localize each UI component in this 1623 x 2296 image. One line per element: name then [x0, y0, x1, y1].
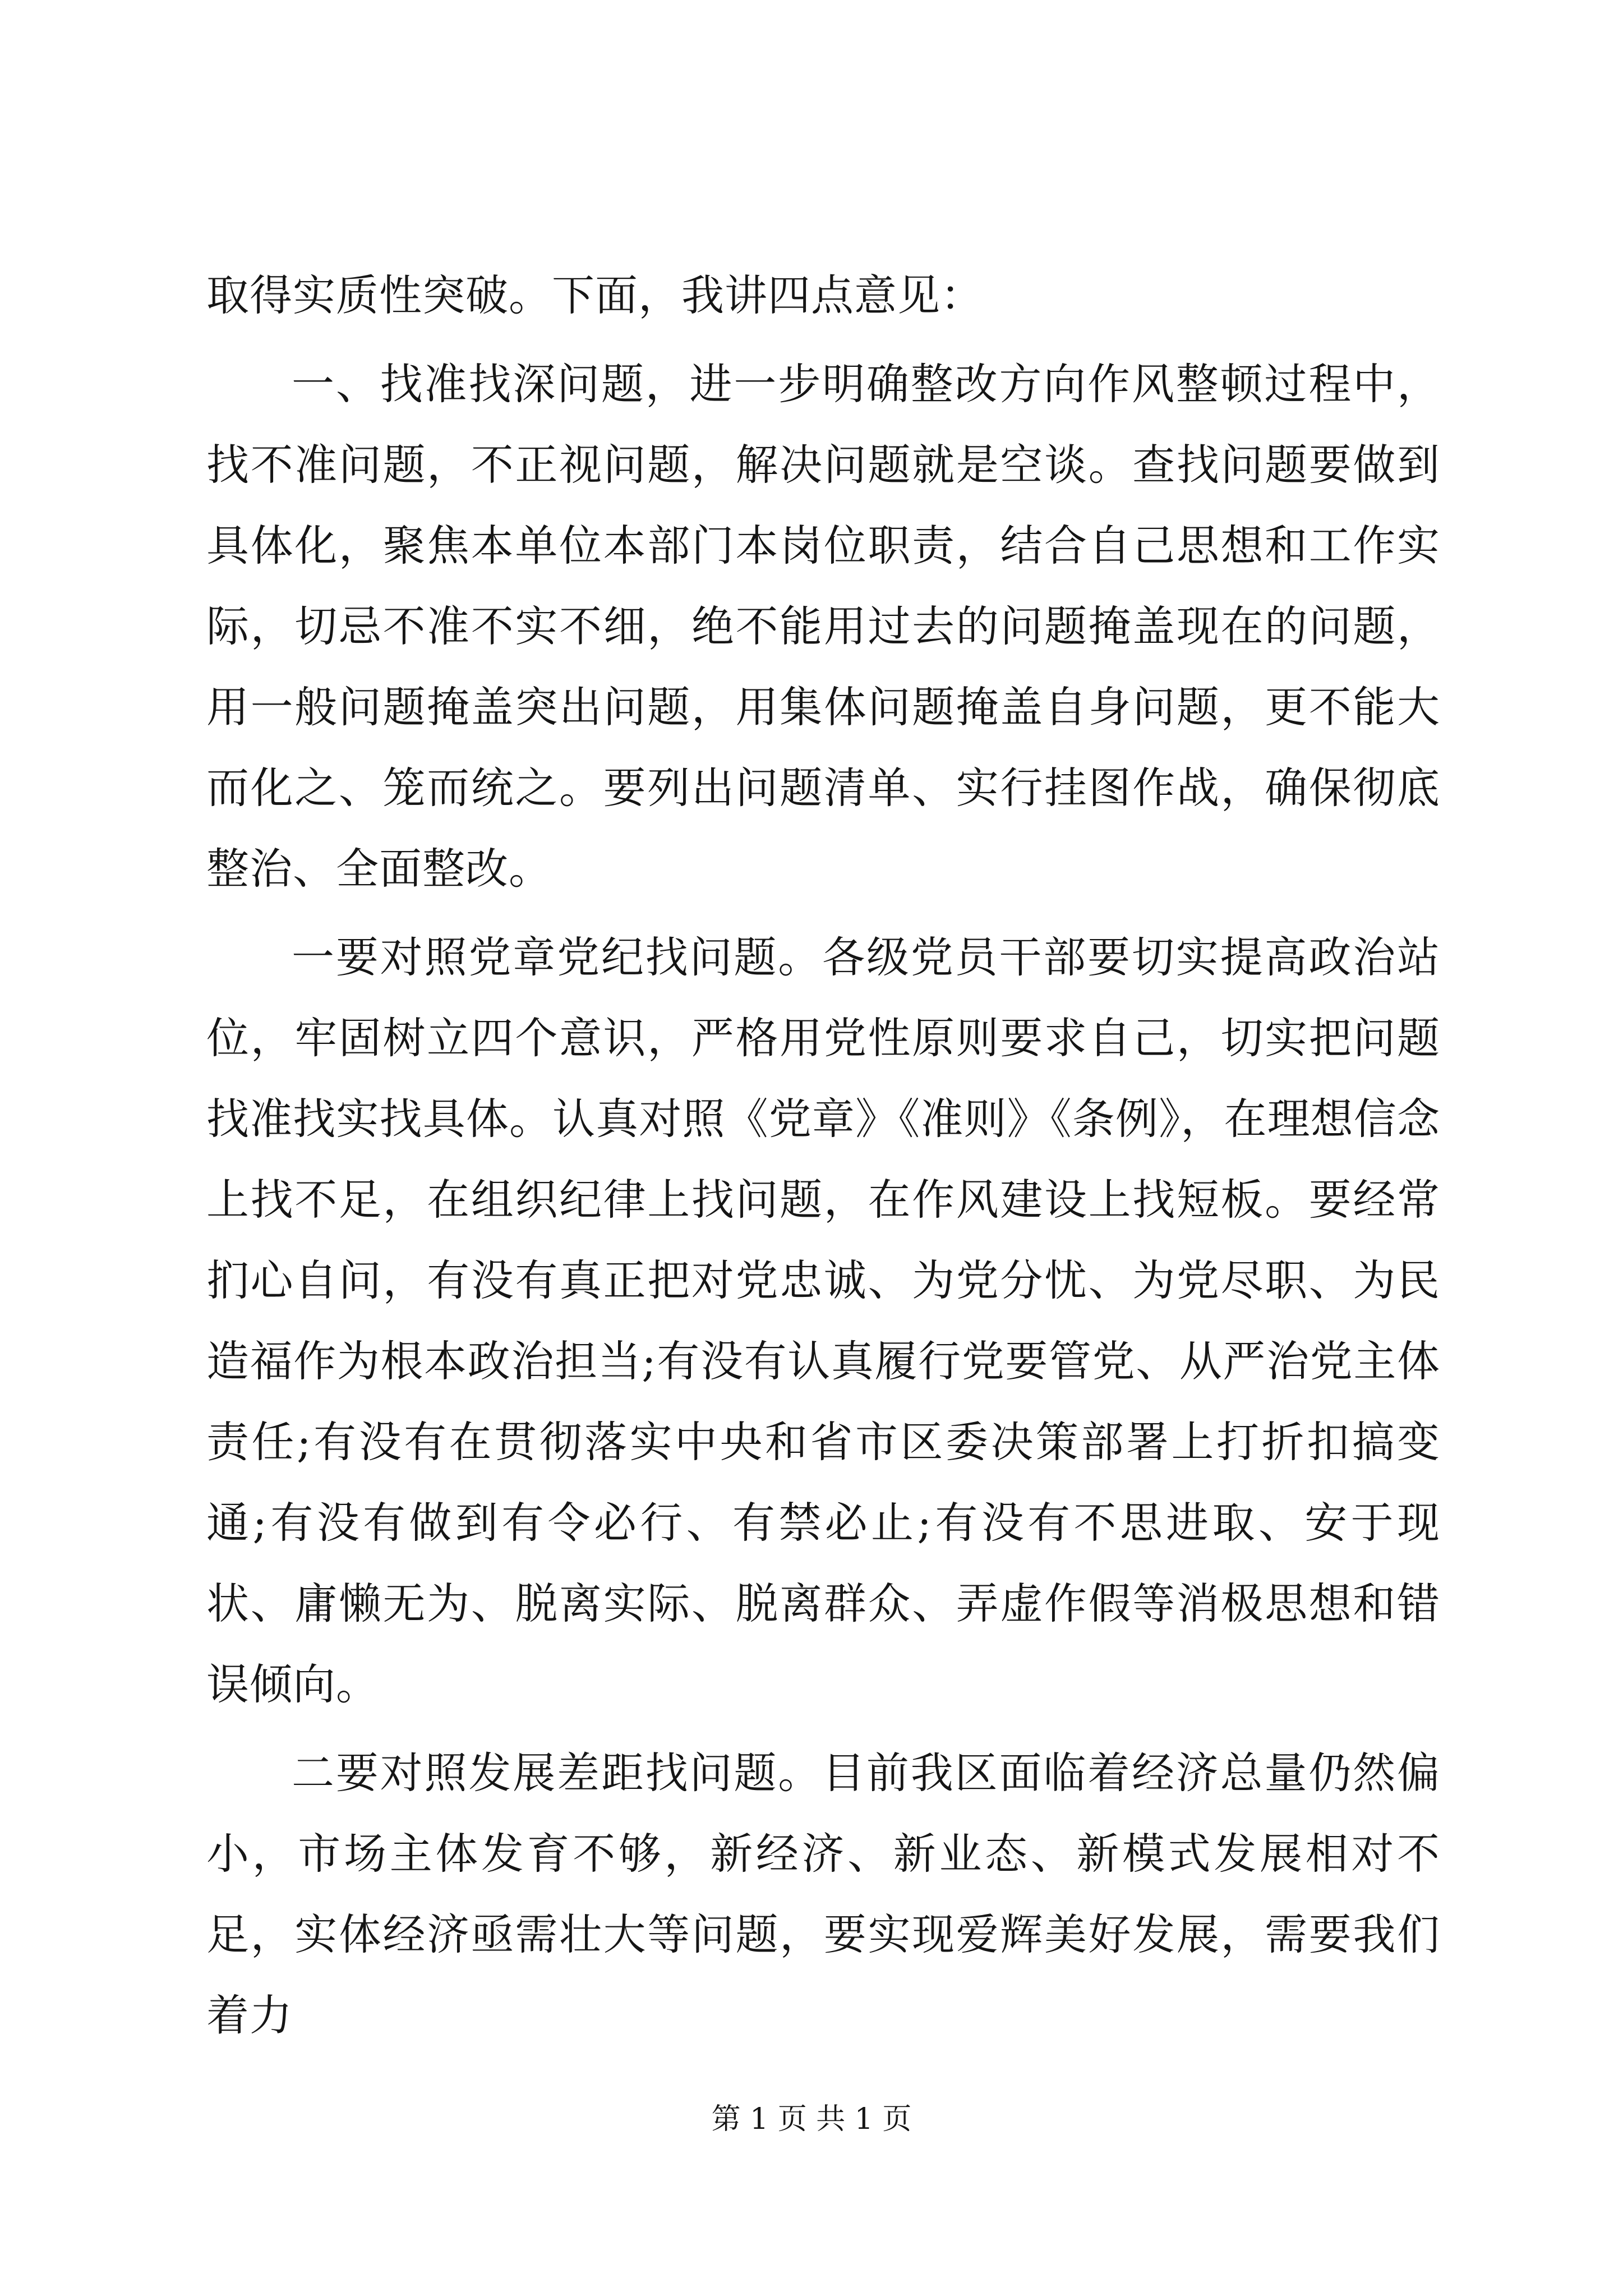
page-footer: 第 1 页 共 1 页 — [711, 2102, 912, 2136]
paragraph-point-one: 一要对照党章党纪找问题。各级党员干部要切实提高政治站位，牢固树立四个意识，严格用党性原则要求自己，切实把问题找准找实找具体。认真对照《党章》《准则》《条例》，在理想信念上找不足，在组织纪律上找问题，在作风建设上找短板。要经常扪心自问，有没有真正把对党忠诚、为党分忧、为党尽职、为民造福作为根本政治担当;有没有认真履行党要管党、从严治党主体责任;有没有在贯彻落实中央和省市区委决策部署上打折扣搞变通;有没有做到有令必行、有禁必止;有没有不思进取、安于现状、庸懒无为、脱离实际、脱离群众、弄虚作假等消极思想和错误倾向。 — [206, 932, 1440, 1709]
paragraph-point-two: 二要对照发展差距找问题。目前我区面临着经济总量仍然偏小，市场主体发育不够，新经济、新业态、新模式发展相对不足，实体经济亟需壮大等问题，要实现爱辉美好发展，需要我们着力 — [206, 1748, 1440, 2040]
paragraph-continuation: 取得实质性突破。下面，我讲四点意见： — [206, 270, 984, 320]
paragraph-section-one: 一、找准找深问题，进一步明确整改方向作风整顿过程中，找不准问题，不正视问题，解决问题就是空谈。查找问题要做到具体化，聚焦本单位本部门本岗位职责，结合自己思想和工作实际，切忌不准不实不细，绝不能用过去的问题掩盖现在的问题，用一般问题掩盖突出问题，用集体问题掩盖自身问题，更不能大而化之、笼而统之。要列出问题清单、实行挂图作战，确保彻底整治、全面整改。 — [206, 359, 1440, 894]
document-body — [206, 255, 1440, 2056]
